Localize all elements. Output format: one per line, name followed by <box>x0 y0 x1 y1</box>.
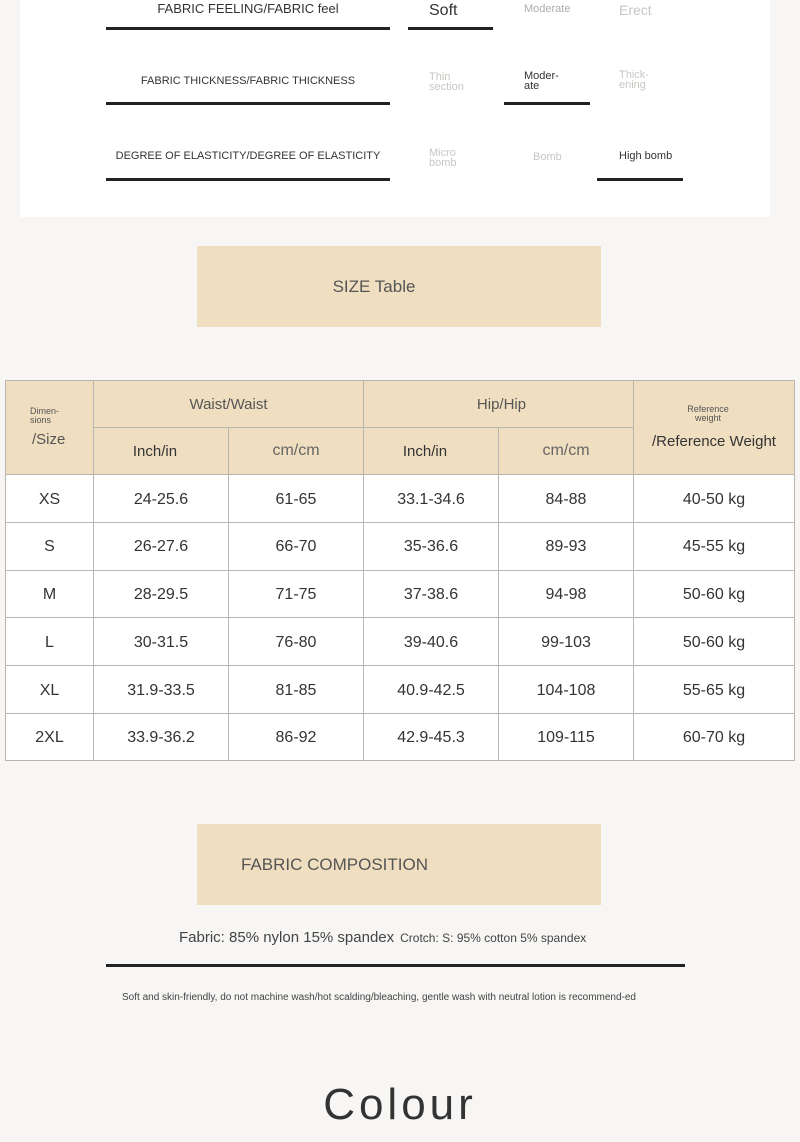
cell-size: L <box>6 618 94 666</box>
cell-hip-cm: 84-88 <box>499 475 634 522</box>
cell-hip-cm: 104-108 <box>499 666 634 713</box>
option-moderate-thickness: Moder-ate <box>524 70 559 92</box>
header-dimensions-label: Dimen- sions <box>30 406 60 426</box>
attr-underline-feeling <box>106 27 390 30</box>
cell-waist-inch: 30-31.5 <box>94 618 229 666</box>
cell-waist-cm: 86-92 <box>229 713 364 760</box>
header-waist-cm: cm/cm <box>229 428 364 475</box>
composition-fabric: Fabric: 85% nylon 15% spandex <box>179 929 395 946</box>
cell-reference-weight: 60-70 kg <box>634 713 795 760</box>
cell-size: S <box>6 522 94 570</box>
selected-underline-feeling <box>408 27 493 30</box>
composition-line <box>179 929 586 946</box>
cell-waist-cm: 81-85 <box>229 666 364 713</box>
size-table <box>5 380 795 761</box>
fabric-attributes-card <box>20 0 770 217</box>
header-reference-weight-label: Reference weight <box>687 404 729 424</box>
cell-waist-cm: 71-75 <box>229 570 364 617</box>
header-size-label: /Size <box>32 431 66 449</box>
care-instructions: Soft and skin-friendly, do not machine wash/hot scalding/bleaching, gentle wash with neutral lotion is recommend-ed <box>122 992 636 1003</box>
table-row <box>6 666 795 713</box>
cell-size: 2XL <box>6 713 94 760</box>
option-moderate: Moderate <box>524 3 571 15</box>
cell-waist-inch: 33.9-36.2 <box>94 713 229 760</box>
table-row <box>6 522 795 570</box>
header-waist: Waist/Waist <box>94 381 364 428</box>
header-hip-cm: cm/cm <box>499 428 634 475</box>
attr-label-feeling: FABRIC FEELING/FABRIC feel <box>157 1 339 16</box>
cell-waist-inch: 26-27.6 <box>94 522 229 570</box>
header-reference-weight-title: /Reference Weight <box>652 433 776 451</box>
attr-underline-thickness <box>106 102 390 105</box>
cell-waist-cm: 76-80 <box>229 618 364 666</box>
size-table-banner: SIZE Table <box>197 246 601 327</box>
cell-waist-cm: 61-65 <box>229 475 364 522</box>
option-bomb: Bomb <box>533 151 562 163</box>
header-reference-weight <box>634 381 795 475</box>
cell-reference-weight: 50-60 kg <box>634 570 795 617</box>
attr-label-thickness: FABRIC THICKNESS/FABRIC THICKNESS <box>140 75 356 87</box>
cell-hip-inch: 42.9-45.3 <box>364 713 499 760</box>
cell-hip-inch: 37-38.6 <box>364 570 499 617</box>
header-hip: Hip/Hip <box>364 381 634 428</box>
attr-label-elasticity: DEGREE OF ELASTICITY/DEGREE OF ELASTICITY <box>115 150 381 162</box>
cell-reference-weight: 50-60 kg <box>634 618 795 666</box>
attr-underline-elasticity <box>106 178 390 181</box>
cell-reference-weight: 40-50 kg <box>634 475 795 522</box>
fabric-composition-banner: FABRIC COMPOSITION <box>197 824 601 905</box>
table-row <box>6 570 795 617</box>
cell-hip-inch: 40.9-42.5 <box>364 666 499 713</box>
header-waist-inch: Inch/in <box>94 428 229 475</box>
cell-hip-cm: 89-93 <box>499 522 634 570</box>
cell-hip-cm: 109-115 <box>499 713 634 760</box>
composition-divider <box>106 964 685 967</box>
option-erect: Erect <box>619 2 652 18</box>
cell-hip-inch: 33.1-34.6 <box>364 475 499 522</box>
header-dimensions-size <box>6 381 94 475</box>
header-hip-inch: Inch/in <box>364 428 499 475</box>
colour-heading: Colour <box>323 1080 477 1129</box>
option-thin-section: Thin section <box>429 71 464 93</box>
selected-underline-thickness <box>504 102 590 105</box>
cell-hip-inch: 39-40.6 <box>364 618 499 666</box>
cell-waist-inch: 28-29.5 <box>94 570 229 617</box>
cell-size: XS <box>6 475 94 522</box>
selected-underline-elasticity <box>597 178 683 181</box>
cell-hip-inch: 35-36.6 <box>364 522 499 570</box>
cell-reference-weight: 55-65 kg <box>634 666 795 713</box>
cell-hip-cm: 99-103 <box>499 618 634 666</box>
table-row <box>6 618 795 666</box>
cell-waist-inch: 24-25.6 <box>94 475 229 522</box>
option-high-bomb: High bomb <box>619 150 673 162</box>
cell-size: XL <box>6 666 94 713</box>
option-soft: Soft <box>429 2 458 19</box>
composition-crotch: Crotch: S: 95% cotton 5% spandex <box>400 931 587 945</box>
cell-waist-inch: 31.9-33.5 <box>94 666 229 713</box>
option-micro-bomb: Micro bomb <box>429 147 457 169</box>
option-thickening: Thick-ening <box>619 69 649 91</box>
table-row <box>6 475 795 522</box>
cell-reference-weight: 45-55 kg <box>634 522 795 570</box>
cell-size: M <box>6 570 94 617</box>
cell-waist-cm: 66-70 <box>229 522 364 570</box>
cell-hip-cm: 94-98 <box>499 570 634 617</box>
table-row <box>6 713 795 760</box>
